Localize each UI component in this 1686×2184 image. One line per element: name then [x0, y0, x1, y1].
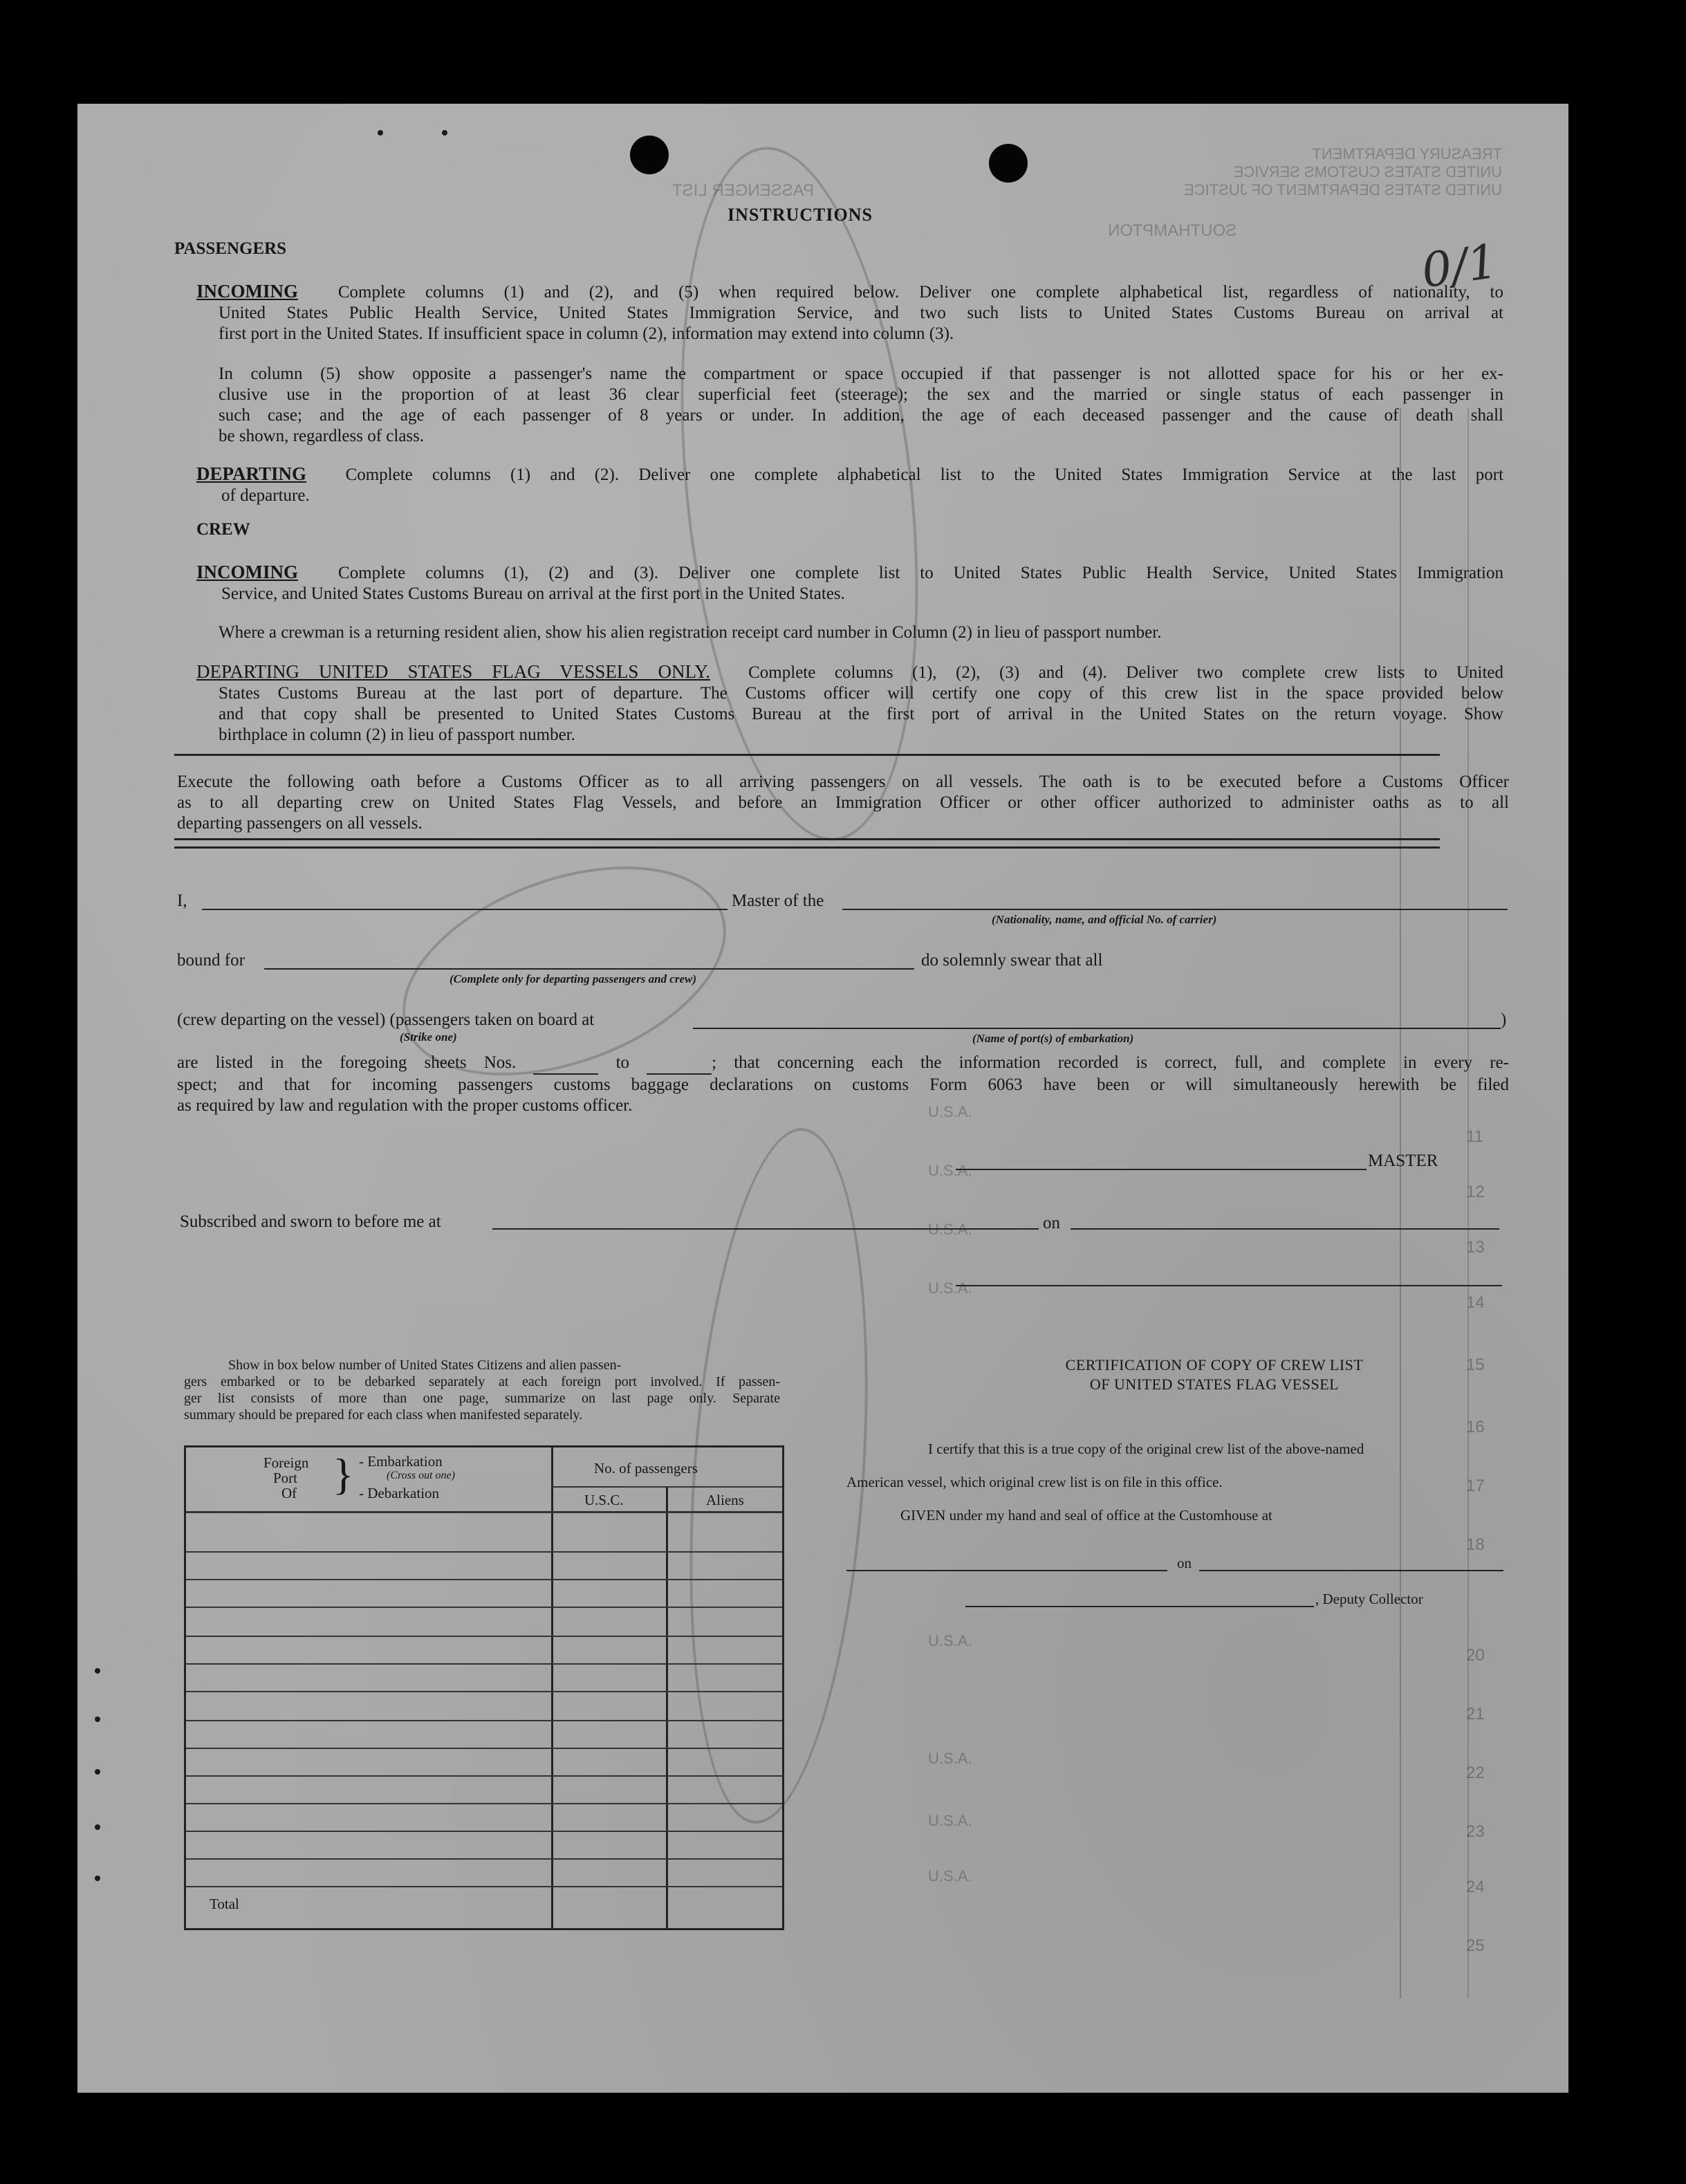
listed-pre: are listed in the foregoing sheets Nos.	[177, 1053, 517, 1072]
embarkation-ports-field[interactable]	[693, 1028, 1501, 1029]
sheets-para	[177, 1053, 1509, 1116]
text-line: Service, and United States Customs Bureau on arrival at the first port in the United States.	[221, 584, 845, 603]
officer-signature-field[interactable]	[956, 1285, 1502, 1286]
summary-instructions	[184, 1357, 780, 1423]
passengers-incoming-para	[196, 281, 1503, 344]
bleed-through-row-number: 16	[1466, 1418, 1485, 1436]
customhouse-field[interactable]	[846, 1570, 1167, 1571]
text-line: Show in box below number of United States Citizens and alien passen-	[228, 1358, 622, 1373]
embarkation-label: - Embarkation	[359, 1453, 443, 1470]
punch-hole-left	[630, 136, 669, 174]
strike-one-caption: (Strike one)	[400, 1030, 457, 1044]
passenger-summary-table	[184, 1445, 784, 1930]
text-line: clusive use in the proportion of at least 36 clear superficial feet (steerage); the sex and the married or single status of each passenger in	[219, 385, 1503, 404]
sheet-from-field[interactable]	[533, 1053, 598, 1075]
section-divider	[174, 754, 1440, 756]
text-line: as required by law and regulation with the proper customs officer.	[177, 1096, 633, 1115]
punch-hole-right	[989, 144, 1028, 183]
binder-dot	[95, 1876, 100, 1881]
resident-alien-para: Where a crewman is a returning resident alien, show his alien registration receipt card number in Column (2) in lieu of passport number.	[219, 623, 1162, 642]
bleed-through-text: U.S.A.	[928, 1103, 972, 1120]
text-line: Complete columns (1) and (2), and (5) when required below. Deliver one complete alphabetical list, regardless of nationality, to	[337, 283, 1503, 302]
certification-date-field[interactable]	[1199, 1570, 1503, 1571]
page-title: INSTRUCTIONS	[728, 205, 873, 225]
subscribed-date-field[interactable]	[1071, 1228, 1499, 1230]
text-line: ger list consists of more than one page, summarize on last page only. Separate	[184, 1391, 780, 1406]
text-line: Complete columns (1) and (2). Deliver one complete alphabetical list to the United States Immigration Service at the last port	[345, 465, 1504, 484]
text-line: Complete columns (1), (2), (3) and (4). Deliver two complete crew lists to United	[748, 663, 1503, 682]
bleed-through-row-number: 25	[1466, 1936, 1485, 1955]
section-divider	[174, 846, 1440, 849]
bleed-through-text: SOUTHAMPTON	[1108, 221, 1237, 240]
text-line: Execute the following oath before a Customs Officer as to all arriving passengers on all vessels. The oath is to be executed before a Customs Officer	[177, 772, 1509, 791]
binder-dot	[95, 1769, 100, 1775]
bleed-through-text: U.S.A.	[928, 1632, 972, 1649]
incoming-label: INCOMING	[196, 562, 298, 582]
crew-departing-label: (crew departing on the vessel) (passengers taken on board at	[177, 1010, 595, 1029]
master-label: MASTER	[1368, 1151, 1438, 1170]
foreign-label: Foreign	[263, 1454, 309, 1471]
debarkation-label: - Debarkation	[359, 1485, 440, 1501]
text-line: such case; and the age of each passenger of 8 years or under. In addition, the age of each deceased passenger and the cause of death shall	[219, 406, 1503, 425]
close-paren: )	[1501, 1010, 1507, 1029]
aliens-header: Aliens	[706, 1492, 744, 1508]
text-line: In column (5) show opposite a passenger's name the compartment or space occupied if that passenger is not allotted space for his or her ex-	[219, 364, 1503, 383]
binder-dot	[95, 1668, 100, 1674]
text-line: OF UNITED STATES FLAG VESSEL	[1089, 1376, 1340, 1393]
binder-dot	[95, 1716, 100, 1722]
sheet-to-field[interactable]	[647, 1053, 712, 1075]
carrier-field[interactable]	[842, 909, 1508, 910]
text-line: CERTIFICATION OF COPY OF CREW LIST	[1065, 1356, 1364, 1373]
bleed-through-row-number: 12	[1466, 1183, 1485, 1201]
binder-dot	[378, 130, 383, 136]
of-label: Of	[281, 1485, 297, 1501]
bleed-through-row-number: 23	[1466, 1822, 1485, 1841]
bleed-through-text: U.S.A.	[928, 1162, 972, 1179]
ports-caption: (Name of port(s) of embarkation)	[972, 1032, 1134, 1045]
bleed-through-text: U.S.A.	[928, 1750, 972, 1767]
subscribed-on-label: on	[1043, 1214, 1060, 1232]
text-line: spect; and that for incoming passengers customs baggage declarations on customs Form 6063 have been or will simultaneously herewith be filed	[177, 1075, 1509, 1094]
bleed-through-text: U.S.A.	[928, 1279, 972, 1297]
oath-i-label: I,	[177, 891, 187, 910]
text-line: be shown, regardless of class.	[219, 427, 425, 445]
text-line: States Customs Bureau at the last port of departure. The Customs officer will certify one copy of this crew list in the space provided below	[219, 684, 1503, 703]
deputy-collector-signature-field[interactable]	[965, 1606, 1314, 1607]
text-line: I certify that this is a true copy of the original crew list of the above-named	[928, 1441, 1364, 1457]
document-page	[77, 104, 1568, 2093]
text-line: as to all departing crew on United States Flag Vessels, and before an Immigration Officer or other officer authorized to administer oaths as to all	[177, 793, 1509, 812]
binder-dot	[95, 1824, 100, 1830]
master-signature-field[interactable]	[956, 1169, 1367, 1170]
bound-for-caption: (Complete only for departing passengers and crew)	[450, 972, 696, 985]
bleed-through-row-number: 22	[1466, 1764, 1485, 1782]
bleed-through-row-number: 15	[1466, 1355, 1485, 1374]
bound-for-field[interactable]	[264, 968, 914, 970]
subscribed-place-field[interactable]	[492, 1228, 1039, 1230]
certification-on-label: on	[1177, 1555, 1192, 1571]
bleed-through-row-number: 14	[1466, 1293, 1485, 1312]
certification-title	[924, 1355, 1505, 1394]
text-line: gers embarked or to be debarked separately at each foreign port involved. If passen-	[184, 1374, 780, 1389]
bleed-through-text: PASSENGER LIST	[672, 181, 814, 200]
brace-glyph: }	[333, 1450, 354, 1499]
bleed-through-column-rule	[1400, 408, 1401, 1999]
oath-intro-para	[177, 772, 1509, 834]
master-of-the-label: Master of the	[732, 891, 824, 910]
section-divider	[174, 838, 1440, 840]
crew-heading: CREW	[196, 520, 250, 539]
text-line: birthplace in column (2) in lieu of passport number.	[219, 725, 575, 744]
handwritten-mark: 0/1	[1418, 234, 1501, 299]
text-line: Complete columns (1), (2) and (3). Deliver one complete list to United States Public Health Service, United States Immigration	[338, 564, 1504, 582]
port-label: Port	[273, 1470, 298, 1486]
no-passengers-header: No. of passengers	[594, 1460, 698, 1477]
text-line: departing passengers on all vessels.	[177, 814, 423, 833]
flag-vessels-para	[196, 661, 1503, 746]
text-line: first port in the United States. If insufficient space in column (2), information may extend into column (3).	[219, 324, 954, 343]
deputy-collector-label: , Deputy Collector	[1315, 1591, 1423, 1607]
passengers-departing-para	[196, 463, 1503, 506]
to-label: to	[615, 1053, 630, 1072]
bleed-through-column-rule	[1467, 408, 1469, 1999]
bleed-through-text: U.S.A.	[928, 1812, 972, 1829]
text-line: and that copy shall be presented to United States Customs Bureau at the first port of arrival in the United States on the return voyage. Show	[219, 705, 1503, 723]
total-label: Total	[210, 1896, 239, 1912]
bleed-through-row-number: 17	[1466, 1477, 1485, 1495]
crew-incoming-para	[196, 562, 1503, 604]
departing-label: DEPARTING	[196, 463, 307, 484]
text-line: summary should be prepared for each class when manifested separately.	[184, 1407, 583, 1423]
subscribed-label: Subscribed and sworn to before me at	[180, 1212, 441, 1231]
bleed-through-text: U.S.A.	[928, 1867, 972, 1885]
text-line: American vessel, which original crew list is on file in this office.	[846, 1474, 1223, 1490]
text-line: GIVEN under my hand and seal of office at the Customhouse at	[900, 1507, 1272, 1524]
passengers-heading: PASSENGERS	[174, 239, 287, 258]
bleed-through-row-number: 24	[1466, 1878, 1485, 1896]
usc-header: U.S.C.	[584, 1492, 624, 1508]
text-line: United States Public Health Service, United States Immigration Service, and two such lists to United States Customs Bureau on arrival at	[219, 304, 1503, 322]
listed-post: ; that concerning each the information recorded is correct, full, and complete in every re-	[712, 1053, 1510, 1072]
bleed-through-row-number: 20	[1466, 1646, 1485, 1665]
bleed-through-row-number: 21	[1466, 1705, 1485, 1723]
bleed-through-row-number: 13	[1466, 1238, 1485, 1257]
certification-text	[846, 1440, 1505, 1524]
binder-dot	[442, 130, 447, 136]
carrier-caption: (Nationality, name, and official No. of carrier)	[992, 913, 1217, 926]
incoming-label: INCOMING	[196, 281, 298, 302]
flag-vessels-label: DEPARTING UNITED STATES FLAG VESSELS ONLY.	[196, 661, 711, 682]
master-name-field[interactable]	[202, 909, 728, 910]
bound-for-label: bound for	[177, 951, 245, 970]
cross-out-label: (Cross out one)	[387, 1470, 455, 1481]
text-line: of departure.	[221, 486, 310, 505]
bleed-through-text: TREASURY DEPARTMENT UNITED STATES CUSTOMS SERVICE UNITED STATES DEPARTMENT OF JUSTICE	[1184, 145, 1503, 198]
swear-label: do solemnly swear that all	[921, 951, 1103, 970]
bleed-through-row-number: 11	[1466, 1127, 1483, 1146]
bleed-through-row-number: 18	[1466, 1535, 1485, 1554]
bleed-through-text: U.S.A.	[928, 1221, 972, 1238]
column5-para	[219, 364, 1503, 447]
